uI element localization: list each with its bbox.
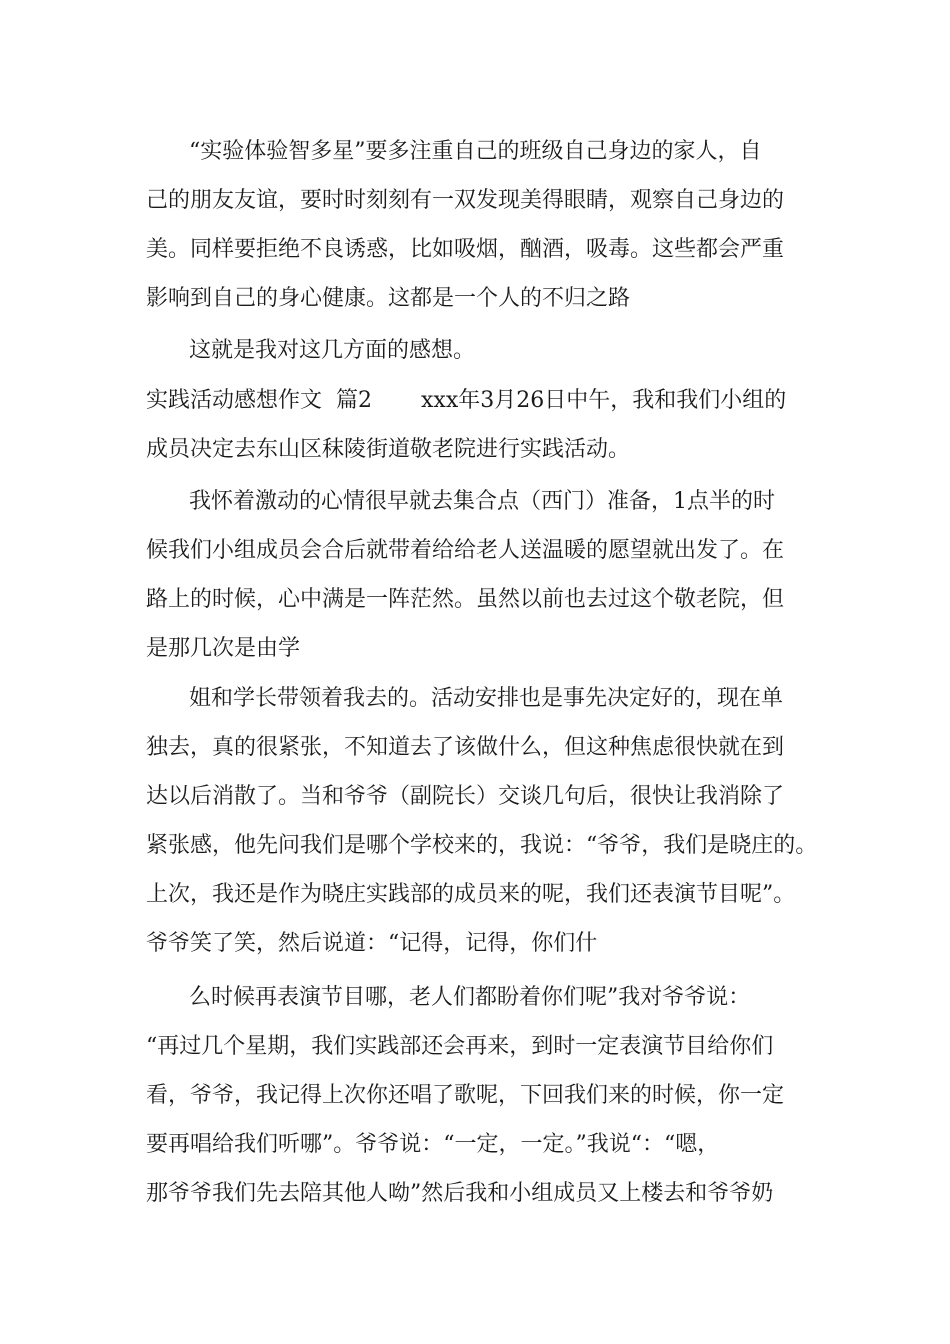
paragraph-1-line-2 [0, 186, 950, 216]
text-line: 我怀着激动的心情很早就去集合点（西门）准备，1点半的时 [189, 489, 775, 514]
text-line: 爷爷笑了笑，然后说道：“记得，记得，你们什 [146, 931, 598, 956]
paragraph-6-line-1 [0, 983, 950, 1013]
text-line: “再过几个星期，我们实践部还会再来，到时一定表演节目给你们 [146, 1034, 774, 1059]
text-line: 么时候再表演节目哪，老人们都盼着你们呢”我对爷爷说： [189, 985, 751, 1010]
paragraph-6-line-4 [0, 1130, 950, 1160]
paragraph-6-line-3 [0, 1081, 950, 1111]
text-line: 看，爷爷，我记得上次你还唱了歌呢，下回我们来的时候，你一定 [146, 1083, 785, 1108]
paragraph-5-line-2 [0, 733, 950, 763]
text-line: 这就是我对这几方面的感想。 [189, 338, 476, 363]
paragraph-5-line-1 [0, 684, 950, 714]
paragraph-3-line-2 [0, 435, 950, 465]
paragraph-5-line-4 [0, 831, 950, 861]
text-line: 达以后消散了。当和爷爷（副院长）交谈几句后，很快让我消除了 [146, 784, 785, 809]
paragraph-6-line-2 [0, 1032, 950, 1062]
text-line: 上次，我还是作为晓庄实践部的成员来的呢，我们还表演节目呢”。 [146, 882, 796, 907]
text-line: 候我们小组成员会合后就带着给给老人送温暖的愿望就出发了。在 [146, 538, 785, 563]
text-line: 姐和学长带领着我去的。活动安排也是事先决定好的，现在单 [189, 686, 784, 711]
paragraph-4-line-2 [0, 536, 950, 566]
text-line: 己的朋友友谊，要时时刻刻有一双发现美得眼睛，观察自己身边的 [146, 188, 785, 213]
text-line: 那爷爷我们先去陪其他人呦”然后我和小组成员又上楼去和爷爷奶 [146, 1181, 774, 1206]
paragraph-4-line-1 [0, 487, 950, 517]
paragraph-4-line-4 [0, 634, 950, 664]
text-line: 路上的时候，心中满是一阵茫然。虽然以前也去过这个敬老院，但 [146, 587, 785, 612]
paragraph-1-line-3 [0, 235, 950, 265]
text-line: 是那几次是由学 [146, 636, 301, 661]
text-line: 紧张感，他先问我们是哪个学校来的，我说：“爷爷，我们是晓庄的。 [146, 833, 818, 858]
paragraph-1-line-1 [0, 137, 950, 167]
paragraph-2-line-1 [0, 336, 950, 366]
text-line: 要再唱给我们听哪”。爷爷说：“一定，一定。”我说“：“嗯， [146, 1132, 720, 1157]
text-line: 美。同样要拒绝不良诱惑，比如吸烟，酗酒，吸毒。这些都会严重 [146, 237, 785, 262]
paragraph-4-line-3 [0, 585, 950, 615]
section-heading-line [0, 386, 950, 416]
text-line: xxx年3月26日中午，我和我们小组的 [421, 388, 787, 413]
paragraph-5-line-5 [0, 880, 950, 910]
paragraph-6-line-5 [0, 1179, 950, 1209]
text-line: 影响到自己的身心健康。这都是一个人的不归之路 [146, 286, 631, 311]
paragraph-5-line-3 [0, 782, 950, 812]
section-heading: 实践活动感想作文 篇2 [146, 388, 372, 413]
text-line: 独去，真的很紧张，不知道去了该做什么，但这种焦虑很快就在到 [146, 735, 785, 760]
text-line: 成员决定去东山区秣陵街道敬老院进行实践活动。 [146, 437, 631, 462]
text-line: “实验体验智多星”要多注重自己的班级自己身边的家人，自 [189, 139, 762, 164]
paragraph-5-line-6 [0, 929, 950, 959]
paragraph-1-line-4 [0, 284, 950, 314]
